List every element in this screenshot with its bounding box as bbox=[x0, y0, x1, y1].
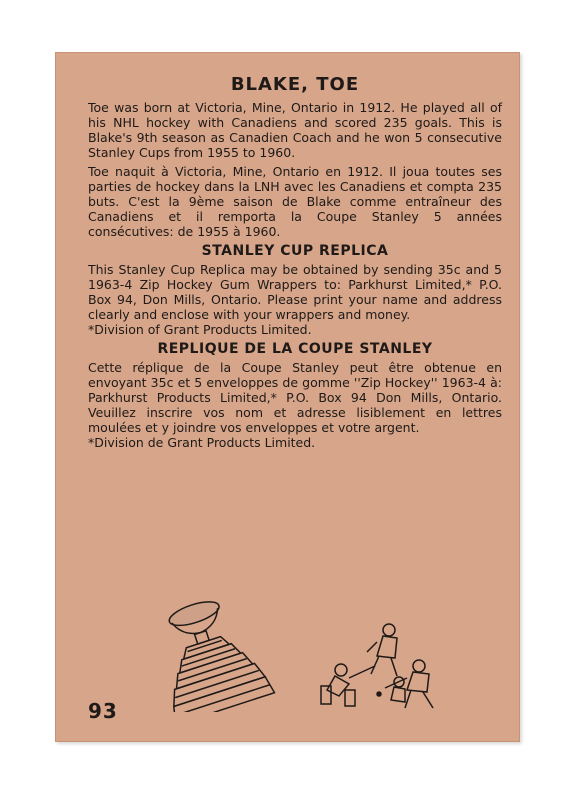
hockey-players-icon bbox=[321, 624, 433, 708]
offer-heading-french: REPLIQUE DE LA COUPE STANLEY bbox=[157, 341, 433, 357]
stanley-cup-icon bbox=[163, 589, 275, 712]
offer-text-english: This Stanley Cup Replica may be obtained by sending 35c and 5 1963-4 Zip Hockey Gum Wrappers to: Parkhurst Limited,* P.O. Box 94, Don Mills, Ontario. Please print your name and address clearly and enclose with your wrappers and money. bbox=[88, 262, 502, 322]
offer-heading-english: STANLEY CUP REPLICA bbox=[201, 243, 389, 259]
bio-english: Toe was born at Victoria, Mine, Ontario in 1912. He played all of his NHL hockey with Canadiens and scored 235 goals. This is Blake's 9th season as Canadien Coach and he won 5 consecutive Stanley Cups from 1955 to 1960. bbox=[88, 100, 502, 160]
card-number: 93 bbox=[88, 699, 118, 723]
trading-card-back bbox=[55, 52, 520, 742]
card-title: BLAKE, TOE bbox=[230, 74, 360, 95]
footnote-english: *Division of Grant Products Limited. bbox=[88, 322, 312, 337]
bio-french: Toe naquit à Victoria, Mine, Ontario en 1912. Il joua toutes ses parties de hockey dans la LNH avec les Canadiens et compta 235 buts. C'est la 9ème saison de Blake comme entraîneur des Canadiens et il remporta la Coupe Stanley 5 années consécutives: de 1955 à 1960. bbox=[88, 164, 502, 239]
card-text-block bbox=[88, 74, 502, 454]
card-illustration bbox=[163, 572, 453, 712]
footnote-french: *Division de Grant Products Limited. bbox=[88, 435, 316, 450]
offer-text-french: Cette réplique de la Coupe Stanley peut être obtenue en envoyant 35c et 5 enveloppes de gomme ''Zip Hockey'' 1963-4 à: Parkhurst Products Limited,* P.O. Box 94 Don Mills, Ontario. Veuillez inscrire vos nom et adresse lisiblement en lettres moulées et y joindre vos enveloppes et votre argent. bbox=[88, 360, 502, 435]
